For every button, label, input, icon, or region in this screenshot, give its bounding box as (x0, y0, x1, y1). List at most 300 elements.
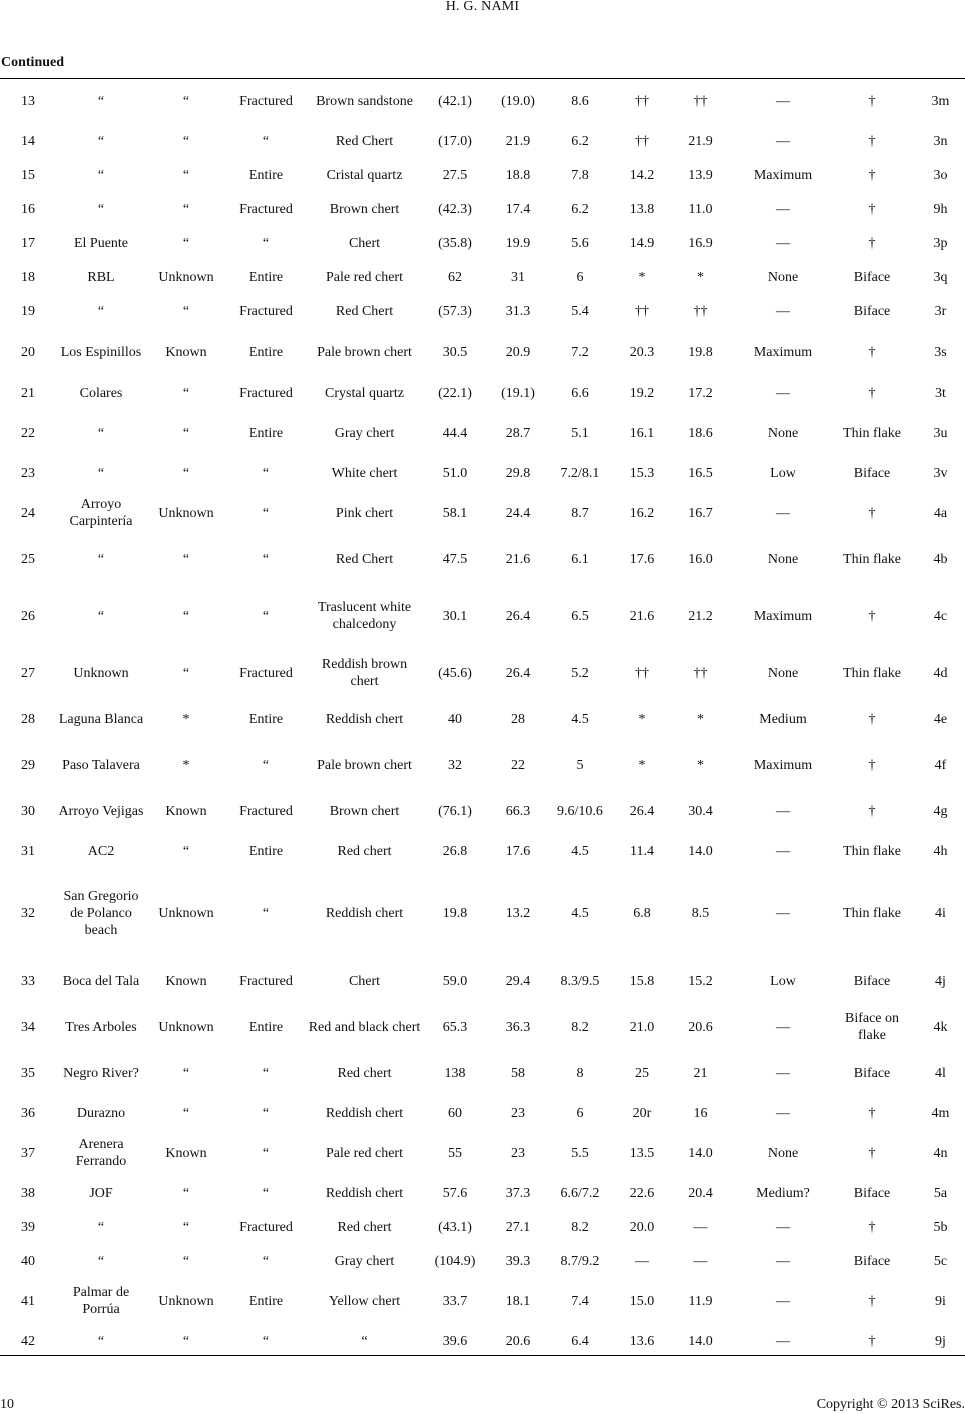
cell-figure-ref: 4f (934, 757, 947, 773)
table-row (0, 650, 965, 696)
cell-width: 28 (511, 711, 525, 727)
cell-location: Arenera Ferrando (75, 1137, 127, 1169)
cell-raw-material: Red and black chert (308, 1019, 421, 1035)
cell-blank-type: † (868, 1333, 876, 1349)
cell-attribute: — (776, 1333, 790, 1349)
cell-blank-type: Biface (853, 973, 891, 989)
cell-row-number: 40 (21, 1253, 35, 1269)
table-bottom-rule (0, 1355, 965, 1356)
cell-context: “ (182, 665, 190, 681)
cell-stem-length: 25 (635, 1065, 649, 1081)
cell-location: Boca del Tala (62, 973, 140, 989)
cell-length: (76.1) (438, 803, 472, 819)
cell-thickness: 4.5 (571, 843, 589, 859)
cell-blank-type: Thin flake (843, 665, 901, 681)
table-continued-label: Continued (1, 55, 65, 70)
cell-location: RBL (87, 269, 115, 285)
cell-stem-width: 17.2 (688, 385, 713, 401)
cell-blank-type: † (868, 133, 876, 149)
cell-context: “ (182, 133, 190, 149)
cell-width: 17.6 (505, 843, 531, 859)
cell-row-number: 32 (21, 905, 35, 921)
cell-stem-length: 13.5 (629, 1145, 655, 1161)
cell-stem-length: 15.8 (629, 973, 655, 989)
cell-condition: Fractured (239, 1219, 293, 1235)
cell-thickness: 5.6 (571, 235, 589, 251)
table-row (0, 582, 965, 650)
cell-raw-material: Gray chert (334, 1253, 395, 1269)
cell-figure-ref: 4e (933, 711, 948, 727)
cell-attribute: None (767, 665, 799, 681)
cell-condition: “ (262, 235, 270, 251)
data-table (0, 79, 965, 1358)
table-row (0, 158, 965, 192)
cell-raw-material: Reddish chert (325, 711, 404, 727)
cell-stem-length: 13.8 (629, 201, 655, 217)
cell-thickness: 8.6 (571, 94, 589, 109)
cell-attribute: — (776, 1293, 790, 1309)
cell-thickness: 6 (576, 269, 584, 285)
cell-attribute: — (776, 94, 790, 109)
cell-condition: Fractured (239, 94, 293, 109)
cell-context: “ (182, 425, 190, 441)
cell-attribute: None (767, 551, 799, 567)
cell-blank-type: Biface (853, 1185, 891, 1201)
cell-width: 23 (511, 1145, 525, 1161)
cell-figure-ref: 4m (931, 1105, 950, 1121)
cell-stem-length: 22.6 (629, 1185, 655, 1201)
cell-blank-type: Biface (853, 465, 891, 481)
cell-thickness: 4.5 (571, 711, 589, 727)
cell-figure-ref: 4g (933, 803, 948, 819)
cell-width: 21.6 (505, 551, 531, 567)
cell-figure-ref: 4i (935, 905, 946, 921)
cell-location: Tres Arboles (65, 1019, 137, 1035)
cell-width: 29.8 (505, 465, 531, 481)
cell-figure-ref: 3u (933, 425, 948, 441)
cell-blank-type: † (868, 167, 876, 183)
cell-attribute: — (776, 1253, 790, 1269)
cell-raw-material: Pale red chert (326, 1145, 403, 1161)
cell-context: “ (182, 608, 190, 624)
cell-thickness: 7.2 (571, 344, 589, 360)
table-row (0, 958, 965, 1004)
cell-row-number: 29 (21, 757, 35, 773)
cell-length: (45.6) (438, 665, 472, 681)
cell-location: “ (97, 1219, 105, 1235)
table-row (0, 1244, 965, 1278)
cell-context: “ (182, 551, 190, 567)
cell-width: 23 (511, 1105, 525, 1121)
cell-condition: “ (262, 465, 270, 481)
cell-context: Unknown (158, 1019, 214, 1035)
cell-stem-width: 16.5 (688, 465, 713, 481)
cell-figure-ref: 3v (933, 465, 948, 481)
table-row (0, 124, 965, 158)
cell-attribute: None (767, 1145, 799, 1161)
cell-context: “ (182, 1185, 190, 1201)
cell-stem-width: 16.0 (688, 551, 713, 567)
cell-thickness: 7.8 (571, 167, 589, 183)
cell-figure-ref: 4h (933, 843, 948, 859)
cell-thickness: 6.6 (571, 385, 589, 401)
cell-thickness: 6.6/7.2 (560, 1185, 600, 1201)
cell-context: Known (165, 803, 207, 819)
table-row (0, 1324, 965, 1358)
cell-stem-length: 19.2 (629, 385, 655, 401)
cell-stem-length: †† (635, 303, 649, 319)
cell-stem-length: †† (635, 665, 649, 681)
cell-attribute: — (776, 1065, 790, 1081)
cell-context: “ (182, 167, 190, 183)
cell-thickness: 4.5 (571, 905, 589, 921)
table-row (0, 1130, 965, 1176)
cell-figure-ref: 3n (933, 133, 948, 149)
cell-width: 31.3 (505, 303, 531, 319)
cell-condition: Entire (248, 1293, 284, 1309)
cell-stem-width: 8.5 (691, 905, 710, 921)
cell-stem-width: 21.9 (688, 133, 713, 149)
cell-stem-length: 13.6 (629, 1333, 655, 1349)
table-row (0, 834, 965, 868)
cell-location: Durazno (76, 1105, 126, 1121)
cell-length: 40 (448, 711, 462, 727)
cell-row-number: 21 (21, 385, 35, 401)
cell-raw-material: Crystal quartz (325, 385, 404, 401)
cell-raw-material: Reddish chert (325, 905, 404, 921)
cell-length: (17.0) (438, 133, 472, 149)
cell-stem-width: 11.0 (688, 201, 713, 217)
cell-location: Los Espinillos (60, 344, 142, 360)
cell-location: “ (97, 94, 105, 109)
cell-blank-type: † (868, 757, 876, 773)
cell-row-number: 28 (21, 711, 35, 727)
cell-figure-ref: 4d (933, 665, 948, 681)
cell-condition: “ (262, 1145, 270, 1161)
cell-attribute: — (776, 1105, 790, 1121)
cell-stem-width: 14.0 (688, 843, 713, 859)
table-row (0, 536, 965, 582)
cell-stem-width: 20.4 (688, 1185, 713, 1201)
cell-location: “ (97, 201, 105, 217)
cell-stem-length: 15.3 (629, 465, 655, 481)
cell-blank-type: † (868, 1219, 876, 1235)
cell-raw-material: Cristal quartz (326, 167, 403, 183)
table-row (0, 294, 965, 328)
cell-row-number: 23 (21, 465, 35, 481)
cell-length: 138 (444, 1065, 466, 1081)
cell-stem-width: 20.6 (688, 1019, 713, 1035)
cell-row-number: 35 (21, 1065, 35, 1081)
cell-stem-width: 16.9 (688, 235, 713, 251)
cell-blank-type: † (868, 711, 876, 727)
cell-figure-ref: 3p (933, 235, 948, 251)
cell-stem-width: * (697, 269, 704, 285)
cell-row-number: 42 (21, 1333, 35, 1349)
cell-raw-material: Red chert (337, 1219, 392, 1235)
cell-stem-length: †† (635, 94, 649, 109)
cell-stem-width: 21.2 (688, 608, 713, 624)
cell-width: 13.2 (505, 905, 531, 921)
cell-width: 58 (511, 1065, 525, 1081)
cell-figure-ref: 3t (935, 385, 946, 401)
cell-figure-ref: 9j (935, 1333, 946, 1349)
cell-location: Negro River? (63, 1065, 139, 1081)
cell-attribute: — (776, 1219, 790, 1235)
cell-stem-length: 21.6 (629, 608, 655, 624)
cell-condition: Entire (248, 711, 284, 727)
cell-width: 21.9 (505, 133, 531, 149)
cell-attribute: — (776, 905, 790, 921)
table-body (0, 79, 965, 1358)
cell-blank-type: Biface (853, 269, 891, 285)
cell-length: 32 (448, 757, 462, 773)
table-row (0, 328, 965, 376)
cell-stem-width: †† (693, 303, 708, 319)
cell-length: 55 (448, 1145, 462, 1161)
cell-blank-type: Thin flake (843, 425, 901, 441)
cell-width: 18.8 (505, 167, 531, 183)
cell-condition: “ (262, 608, 270, 624)
cell-thickness: 5.5 (571, 1145, 589, 1161)
cell-length: 51.0 (442, 465, 468, 481)
cell-figure-ref: 3s (934, 344, 947, 360)
cell-location: San Gregorio de Polanco beach (63, 888, 139, 938)
page-number: 10 (0, 1397, 14, 1412)
cell-length: (35.8) (438, 235, 472, 251)
cell-condition: Entire (248, 269, 284, 285)
cell-stem-length: 21.0 (629, 1019, 655, 1035)
cell-row-number: 14 (21, 133, 35, 149)
cell-stem-length: * (638, 757, 646, 773)
cell-context: “ (182, 1105, 190, 1121)
table-row (0, 1050, 965, 1096)
cell-stem-width: 13.9 (688, 167, 713, 183)
cell-condition: “ (262, 757, 270, 773)
table-row (0, 192, 965, 226)
table-row (0, 410, 965, 456)
cell-context: “ (182, 235, 190, 251)
cell-row-number: 31 (21, 843, 35, 859)
cell-width: 20.6 (505, 1333, 531, 1349)
cell-stem-width: 14.0 (688, 1145, 713, 1161)
cell-condition: Entire (248, 167, 284, 183)
cell-blank-type: † (868, 385, 876, 401)
cell-figure-ref: 4a (933, 505, 948, 521)
cell-raw-material: Traslucent white chalcedony (317, 600, 412, 632)
cell-row-number: 38 (21, 1185, 35, 1201)
cell-condition: “ (262, 905, 270, 921)
table-row (0, 376, 965, 410)
cell-blank-type: † (868, 235, 876, 251)
cell-location: Arroyo Carpintería (69, 497, 133, 529)
cell-location: “ (97, 303, 105, 319)
cell-stem-width: 16.7 (688, 505, 713, 521)
cell-attribute: Maximum (753, 757, 813, 773)
table-row (0, 788, 965, 834)
cell-attribute: Maximum (753, 167, 813, 183)
cell-length: 30.1 (442, 608, 468, 624)
cell-stem-length: 20.0 (629, 1219, 655, 1235)
table-row (0, 79, 965, 124)
cell-width: 24.4 (505, 505, 531, 521)
cell-width: 66.3 (505, 803, 531, 819)
cell-raw-material: White chert (331, 465, 398, 481)
cell-row-number: 24 (21, 505, 35, 521)
cell-blank-type: Thin flake (843, 843, 901, 859)
cell-context: “ (182, 303, 190, 319)
cell-attribute: — (776, 133, 790, 149)
cell-attribute: Low (770, 465, 796, 481)
cell-stem-length: 14.2 (629, 167, 655, 183)
table-row (0, 490, 965, 536)
cell-raw-material: Reddish chert (325, 1105, 404, 1121)
cell-raw-material: Reddish brown chert (321, 657, 408, 689)
cell-location: El Puente (73, 235, 129, 251)
cell-thickness: 9.6/10.6 (557, 803, 603, 819)
cell-condition: “ (262, 551, 270, 567)
cell-raw-material: Pale brown chert (317, 344, 412, 360)
cell-row-number: 41 (21, 1293, 35, 1309)
cell-raw-material: Red Chert (335, 551, 394, 567)
table-row (0, 456, 965, 490)
cell-row-number: 22 (21, 425, 35, 441)
cell-width: 19.9 (505, 235, 531, 251)
cell-condition: “ (262, 1253, 270, 1269)
cell-raw-material: Brown chert (329, 803, 400, 819)
cell-context: Known (165, 344, 207, 360)
table-row (0, 1004, 965, 1050)
cell-figure-ref: 9i (935, 1293, 946, 1309)
cell-length: 30.5 (442, 344, 468, 360)
cell-stem-width: — (693, 1253, 708, 1269)
cell-thickness: 7.2/8.1 (560, 465, 600, 481)
cell-width: 22 (511, 757, 525, 773)
cell-raw-material: Red Chert (335, 303, 394, 319)
cell-condition: “ (262, 1333, 270, 1349)
cell-stem-width: * (697, 757, 704, 773)
cell-length: 59.0 (442, 973, 468, 989)
cell-raw-material: Chert (348, 973, 381, 989)
cell-condition: Fractured (239, 303, 293, 319)
cell-width: 31 (511, 269, 525, 285)
cell-raw-material: Chert (348, 235, 381, 251)
cell-context: “ (182, 1253, 190, 1269)
cell-row-number: 30 (21, 803, 35, 819)
table-row (0, 1096, 965, 1130)
cell-attribute: None (767, 425, 799, 441)
cell-stem-width: 19.8 (688, 344, 713, 360)
cell-blank-type: † (868, 1293, 876, 1309)
cell-raw-material: Gray chert (334, 425, 395, 441)
cell-location: Paso Talavera (62, 757, 140, 773)
cell-width: 29.4 (505, 973, 531, 989)
cell-location: JOF (89, 1185, 113, 1201)
cell-blank-type: Biface (853, 1065, 891, 1081)
cell-figure-ref: 3r (934, 303, 947, 319)
cell-blank-type: Thin flake (843, 551, 901, 567)
cell-stem-width: 11.9 (688, 1293, 713, 1309)
cell-length: 19.8 (442, 905, 468, 921)
cell-row-number: 19 (21, 303, 35, 319)
cell-stem-length: 6.8 (633, 905, 651, 921)
cell-raw-material: Red chert (337, 1065, 392, 1081)
table-row (0, 260, 965, 294)
cell-thickness: 6.1 (571, 551, 589, 567)
cell-condition: Entire (248, 1019, 284, 1035)
cell-stem-length: — (635, 1253, 649, 1269)
cell-context: Unknown (158, 1293, 214, 1309)
cell-context: “ (182, 1219, 190, 1235)
table-row (0, 1176, 965, 1210)
cell-context: Known (165, 973, 207, 989)
cell-figure-ref: 4c (933, 608, 948, 624)
cell-location: Unknown (73, 665, 129, 681)
cell-condition: Fractured (239, 665, 293, 681)
cell-raw-material: Reddish chert (325, 1185, 404, 1201)
cell-length: (42.1) (438, 94, 472, 109)
cell-figure-ref: 5a (933, 1185, 948, 1201)
cell-location: “ (97, 608, 105, 624)
cell-context: “ (182, 843, 190, 859)
cell-thickness: 6.2 (571, 133, 589, 149)
cell-stem-length: 16.2 (629, 505, 655, 521)
cell-attribute: None (767, 269, 799, 285)
cell-stem-length: 17.6 (629, 551, 655, 567)
cell-thickness: 6.4 (571, 1333, 589, 1349)
cell-thickness: 6 (576, 1105, 584, 1121)
cell-raw-material: Pale brown chert (317, 757, 412, 773)
cell-stem-width: †† (693, 94, 708, 109)
cell-length: (22.1) (438, 385, 472, 401)
cell-attribute: Medium? (756, 1185, 810, 1201)
cell-thickness: 8.7 (571, 505, 589, 521)
cell-row-number: 20 (21, 344, 35, 360)
cell-row-number: 36 (21, 1105, 35, 1121)
cell-condition: Fractured (239, 385, 293, 401)
cell-blank-type: Biface (853, 1253, 891, 1269)
cell-thickness: 5.4 (571, 303, 589, 319)
cell-row-number: 16 (21, 201, 35, 217)
cell-condition: Fractured (239, 803, 293, 819)
cell-stem-width: †† (693, 665, 708, 681)
cell-condition: “ (262, 1105, 270, 1121)
cell-stem-width: * (697, 711, 704, 727)
cell-condition: Entire (248, 425, 284, 441)
cell-length: 65.3 (442, 1019, 468, 1035)
cell-thickness: 8.2 (571, 1019, 589, 1035)
cell-thickness: 6.5 (571, 608, 589, 624)
cell-stem-length: †† (635, 133, 649, 149)
table-row (0, 1278, 965, 1324)
cell-figure-ref: 4n (933, 1145, 948, 1161)
cell-attribute: — (776, 303, 790, 319)
cell-stem-width: 16 (693, 1105, 708, 1121)
cell-raw-material: Brown sandstone (316, 94, 413, 109)
cell-thickness: 6.2 (571, 201, 589, 217)
cell-stem-width: — (693, 1219, 708, 1235)
cell-blank-type: † (868, 608, 876, 624)
cell-length: 57.6 (442, 1185, 468, 1201)
cell-context: “ (182, 1333, 190, 1349)
cell-length: (57.3) (438, 303, 472, 319)
cell-location: “ (97, 1253, 105, 1269)
running-head: H. G. NAMI (445, 0, 520, 14)
cell-figure-ref: 3q (933, 269, 948, 285)
cell-length: (42.3) (438, 201, 472, 217)
table-row (0, 226, 965, 260)
cell-blank-type: Thin flake (843, 905, 901, 921)
